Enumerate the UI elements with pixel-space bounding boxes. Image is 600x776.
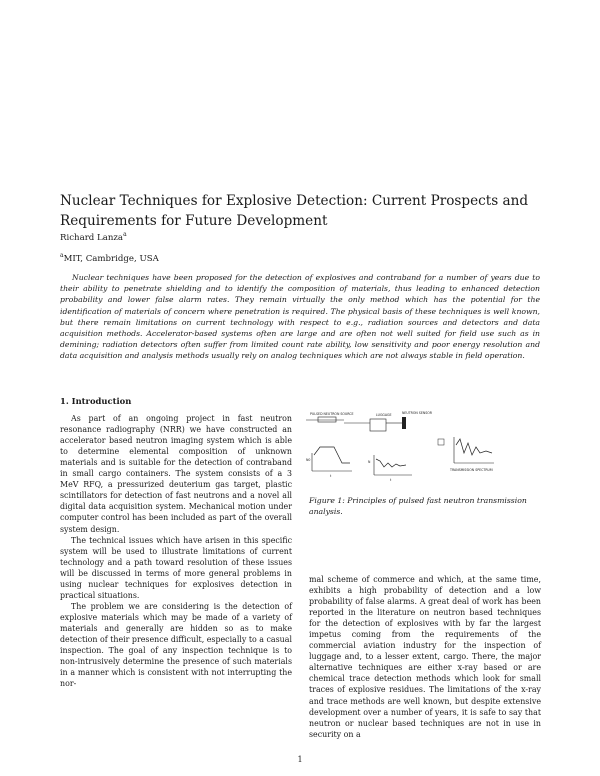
spectrum-marker: [438, 439, 444, 445]
figure-label-sensor: NEUTRON SENSOR: [402, 411, 432, 415]
paragraph: The technical issues which have arisen in this specific system will be used to illustrate limitations of current technology and a path toward resolution of these issues will be discussed in terms of more general problems in using nuclear techniques for explosives detection in practical situations.: [60, 535, 292, 600]
signal-curve: [376, 459, 406, 467]
paragraph: The problem we are considering is the detection of explosive materials which may be made of a variety of materials and generally are hidden so as to make detection of their presence difficult, especially to a casual inspection. The goal of any inspection technique is to non-intrusively determine the presence of such materials in a manner which is consistent with not interrupting the nor-: [60, 601, 292, 689]
figure-label-n0: N0: [306, 458, 311, 462]
source-box: [318, 417, 336, 422]
left-column: [60, 396, 292, 689]
affiliation: MIT, Cambridge, USA: [63, 253, 159, 264]
figure-label-source: PULSED NEUTRON SOURCE: [310, 412, 354, 416]
author-affiliation-mark: a: [123, 231, 127, 238]
right-column: [309, 574, 541, 740]
paragraph: mal scheme of commerce and which, at the same time, exhibits a high probability of detection and a low probability of false alarms. A great deal of work has been reported in the literature on neutron based techniques for the detection of explosives with by far the largest impetus coming from the requirements of the commercial aviation industry for the inspection of luggage and, to a lesser extent, cargo. There, the major alternative techniques are either x-ray based or are chemical trace detection methods which look for small traces of explosive residues. The limitations of the x-ray and trace methods are well known, but despite extensive development over a number of years, it is safe to say that neutron or nuclear based techniques are not in use in security on a: [309, 575, 541, 739]
luggage-box: [370, 419, 386, 431]
figure-label-t2: t: [390, 478, 392, 482]
section-heading: 1. Introduction: [60, 396, 132, 406]
page-number: 1: [297, 755, 303, 764]
figure-1-diagram: [304, 409, 500, 483]
figure-label-t1: t: [330, 474, 332, 478]
sensor-bar: [402, 417, 406, 429]
affiliation-mark: a: [60, 252, 64, 259]
figure-label-n: N: [368, 460, 371, 464]
author-line: [60, 231, 127, 243]
figure-label-result: TRANSMISSION SPECTRUM: [450, 468, 493, 472]
paper-title: Nuclear Techniques for Explosive Detection: Current Prospects and Requirements for Future Development: [60, 193, 529, 229]
affiliation-line: [60, 252, 159, 264]
pulse-curve: [314, 447, 350, 463]
abstract: Nuclear techniques have been proposed for the detection of explosives and contraband for a number of years due to their ability to penetrate shielding and to identify the composition of materials, thus leading to enhanced detection probability and lower false alarm rates. They remain virtually the only method which has the potential for the identification of materials of concern where penetration is required. The physical basis of these techniques is well known, but there remain limitations on current technology with respect to e.g., radiation sources and detectors and data acquisition methods. Accelerator-based systems often are large and are often not well suited for field use such as in demining; radiation detectors often suffer from limited count rate ability, low sensitivity and poor energy resolution and data acquisition and analysis methods usually rely on analog techniques which are not always stable in field operation.: [60, 273, 540, 361]
paragraph: As part of an ongoing project in fast neutron resonance radiography (NRR) we have constructed an accelerator based neutron imaging system which is able to determine elemental composition of unknown materials and is suitable for the detection of contraband in small cargo containers. The system consists of a 3 MeV RFQ, a pressurized deuterium gas target, plastic scintillators for detection of fast neutrons and a novel all digital data acquisition system. Mechanical motion under computer control has been included as part of the overall system design.: [60, 414, 292, 534]
figure-caption: Figure 1: Principles of pulsed fast neutron transmission analysis.: [309, 496, 527, 516]
author-name: Richard Lanza: [60, 232, 124, 243]
figure-label-luggage: LUGGAGE: [376, 413, 392, 417]
spectrum-curve: [456, 439, 492, 455]
